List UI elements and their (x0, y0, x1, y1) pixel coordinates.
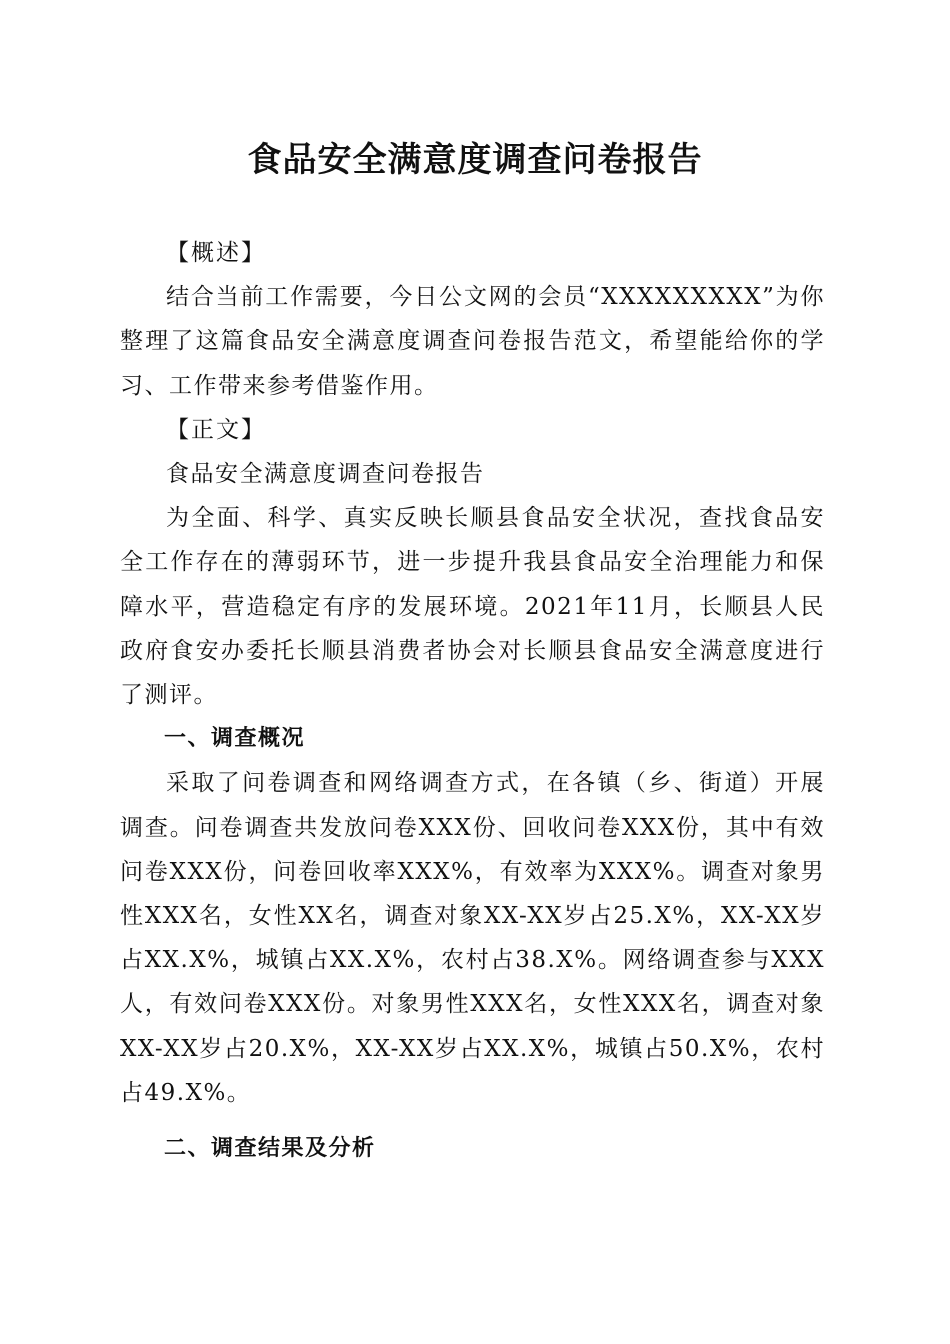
overview-label: 【概述】 (166, 240, 266, 266)
section-heading-results-analysis: 二、调查结果及分析 (164, 1136, 376, 1162)
document-body (120, 231, 825, 1171)
intro-paragraph: 为全面、科学、真实反映长顺县食品安全状况，查找食品安全工作存在的薄弱环节，进一步提升我县食品安全治理能力和保障水平，营造稳定有序的发展环境。2021年11月，长顺县人民政府食安办委托长顺县消费者协会对长顺县食品安全满意度进行了测评。 (120, 505, 825, 709)
document-title: 食品安全满意度调查问卷报告 (247, 140, 703, 180)
body-label: 【正文】 (166, 416, 266, 443)
overview-paragraph: 结合当前工作需要，今日公文网的会员“XXXXXXXXX”为你整理了这篇食品安全满意度调查问卷报告范文，希望能给你的学习、工作带来参考借鉴作用。 (120, 284, 825, 399)
section-heading-survey-overview: 一、调查概况 (164, 726, 306, 752)
spacer (120, 1115, 825, 1127)
survey-overview-paragraph: 采取了问卷调查和网络调查方式，在各镇（乡、街道）开展调查。问卷调查共发放问卷XXX份、回收问卷XXX份，其中有效问卷XXX份，问卷回收率XXX%，有效率为XXX%。调查对象男性XXX名，女性XX名，调查对象XX-XX岁占25.X%，XX-XX岁占XX.X%，城镇占XX.X%，农村占38.X%。网络调查参与XXX人，有效问卷XXX份。对象男性XXX名，女性XXX名，调查对象XX-XX岁占20.X%，XX-XX岁占XX.X%，城镇占50.X%，农村占49.X%。 (120, 770, 825, 1106)
body-subtitle: 食品安全满意度调查问卷报告 (166, 461, 485, 488)
